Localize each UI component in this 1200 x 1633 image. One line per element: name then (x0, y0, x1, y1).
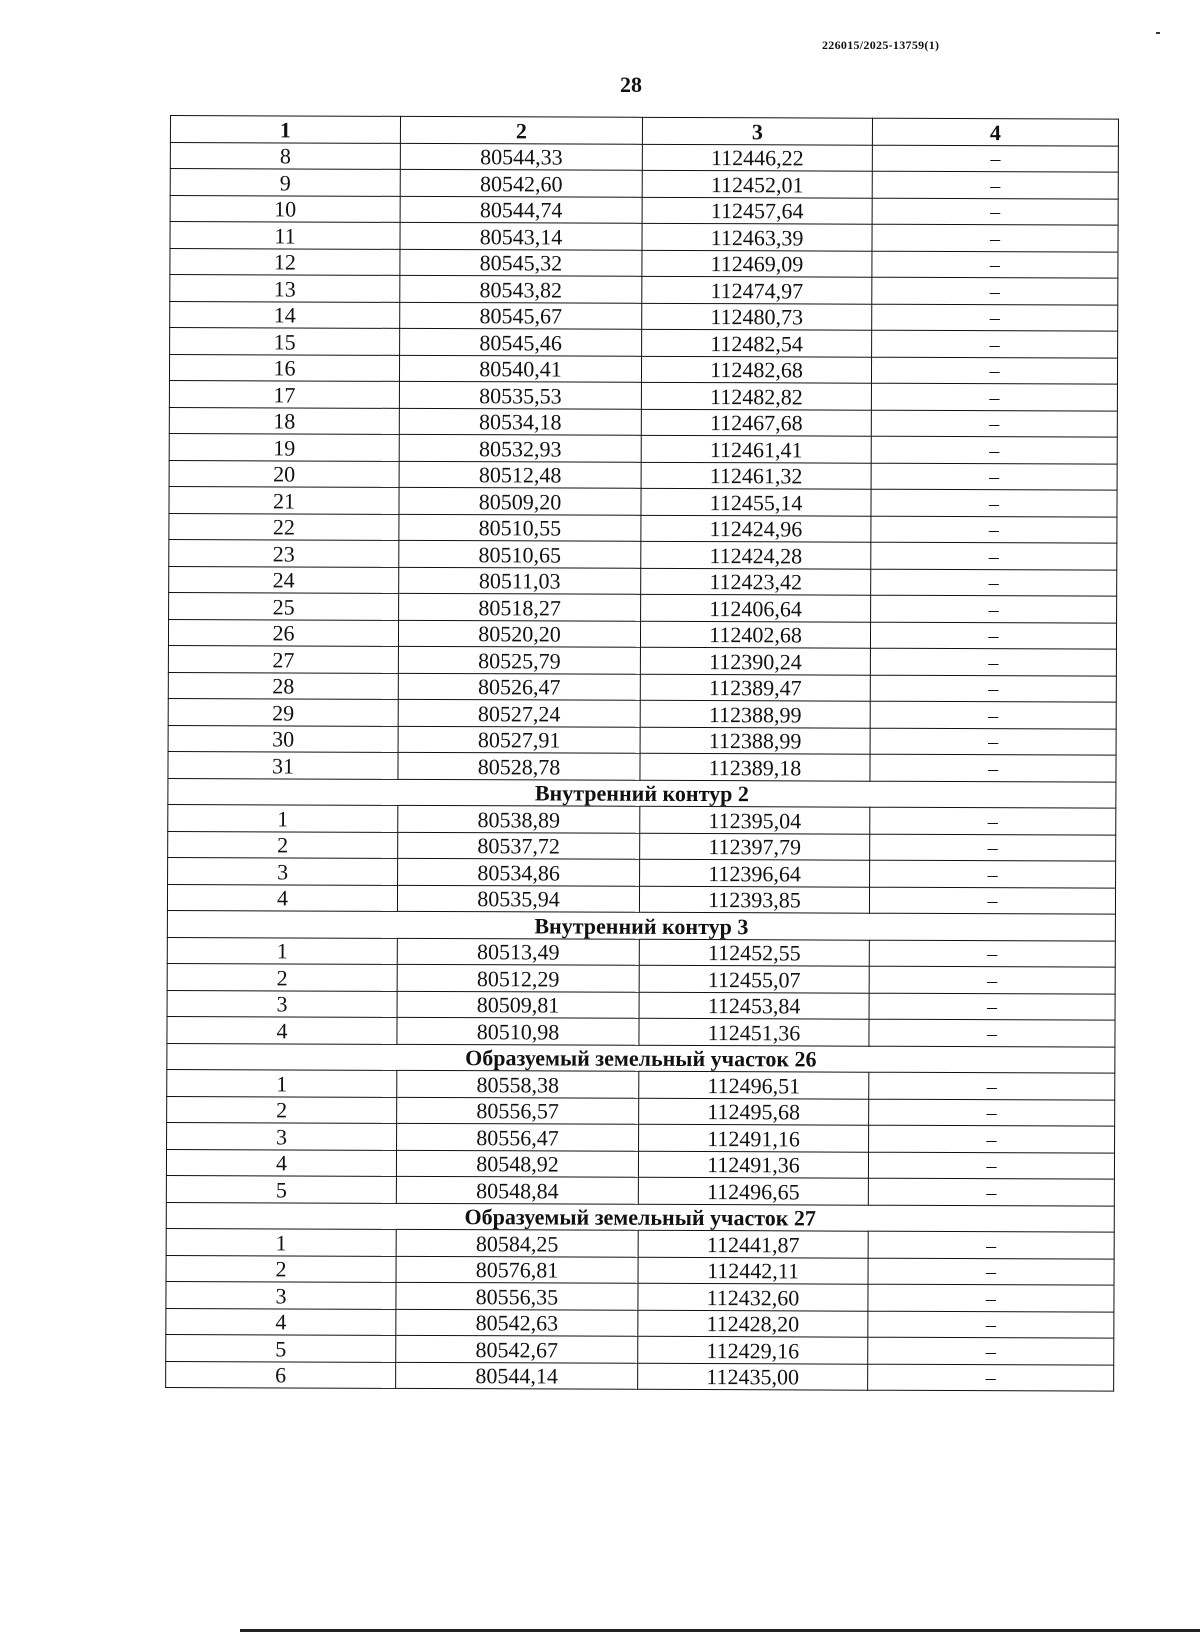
column-header: 2 (400, 116, 642, 143)
point-number-cell: 12 (170, 248, 400, 275)
y-coordinate-cell: 112424,96 (641, 515, 871, 542)
y-coordinate-cell: 112441,87 (638, 1230, 868, 1257)
note-cell: – (871, 410, 1117, 437)
note-cell: – (870, 754, 1116, 781)
table-row (169, 592, 1117, 622)
y-coordinate-cell: 112496,65 (638, 1177, 868, 1204)
x-coordinate-cell: 80535,53 (399, 381, 641, 408)
x-coordinate-cell: 80548,84 (396, 1176, 638, 1203)
document-number: 226015/2025-13759(1) (822, 38, 940, 52)
table-row (166, 1281, 1114, 1311)
y-coordinate-cell: 112446,22 (642, 144, 872, 171)
table-row (168, 698, 1116, 728)
note-cell: – (869, 966, 1115, 993)
scan-edge-line (240, 1629, 1200, 1632)
x-coordinate-cell: 80544,33 (400, 143, 642, 170)
note-cell: – (871, 489, 1117, 516)
section-title-row (167, 910, 1115, 940)
x-coordinate-cell: 80545,67 (400, 302, 642, 329)
y-coordinate-cell: 112467,68 (641, 409, 871, 436)
point-number-cell: 4 (166, 1308, 396, 1335)
y-coordinate-cell: 112453,84 (639, 992, 869, 1019)
note-cell: – (870, 622, 1116, 649)
column-header: 1 (170, 116, 400, 143)
note-cell: – (871, 595, 1117, 622)
x-coordinate-cell: 80540,41 (399, 355, 641, 382)
note-cell: – (872, 171, 1118, 198)
point-number-cell: 18 (169, 407, 399, 434)
table-row (166, 1361, 1114, 1391)
section-title-row (168, 778, 1116, 808)
note-cell: – (871, 463, 1117, 490)
point-number-cell: 27 (168, 645, 398, 672)
x-coordinate-cell: 80520,20 (398, 620, 640, 647)
y-coordinate-cell: 112482,68 (641, 356, 871, 383)
note-cell: – (869, 887, 1115, 914)
point-number-cell: 13 (170, 275, 400, 302)
table-row (170, 142, 1118, 172)
x-coordinate-cell: 80527,24 (398, 699, 640, 726)
x-coordinate-cell: 80556,47 (397, 1123, 639, 1150)
table-row (166, 1334, 1114, 1364)
note-cell: – (869, 993, 1115, 1020)
y-coordinate-cell: 112463,39 (642, 223, 872, 250)
y-coordinate-cell: 112395,04 (640, 806, 870, 833)
x-coordinate-cell: 80511,03 (399, 567, 641, 594)
point-number-cell: 5 (166, 1334, 396, 1361)
point-number-cell: 3 (168, 857, 398, 884)
note-cell: – (869, 1125, 1115, 1152)
column-header: 3 (642, 117, 872, 144)
x-coordinate-cell: 80558,38 (397, 1070, 639, 1097)
note-cell: – (868, 1231, 1114, 1258)
x-coordinate-cell: 80509,81 (397, 991, 639, 1018)
table-row (169, 460, 1117, 490)
y-coordinate-cell: 112435,00 (638, 1363, 868, 1390)
note-cell: – (868, 1152, 1114, 1179)
point-number-cell: 24 (169, 566, 399, 593)
point-number-cell: 4 (167, 884, 397, 911)
x-coordinate-cell: 80543,14 (400, 222, 642, 249)
section-title: Внутренний контур 2 (168, 778, 1116, 808)
x-coordinate-cell: 80528,78 (398, 752, 640, 779)
y-coordinate-cell: 112474,97 (642, 276, 872, 303)
x-coordinate-cell: 80509,20 (399, 487, 641, 514)
x-coordinate-cell: 80513,49 (397, 938, 639, 965)
x-coordinate-cell: 80543,82 (400, 275, 642, 302)
point-number-cell: 17 (169, 380, 399, 407)
x-coordinate-cell: 80538,89 (398, 805, 640, 832)
note-cell: – (870, 701, 1116, 728)
x-coordinate-cell: 80512,48 (399, 461, 641, 488)
x-coordinate-cell: 80545,46 (400, 328, 642, 355)
y-coordinate-cell: 112461,41 (641, 435, 871, 462)
point-number-cell: 3 (167, 990, 397, 1017)
point-number-cell: 2 (167, 1096, 397, 1123)
table-row (166, 1149, 1114, 1179)
note-cell: – (870, 648, 1116, 675)
x-coordinate-cell: 80556,35 (396, 1282, 638, 1309)
point-number-cell: 30 (168, 725, 398, 752)
x-coordinate-cell: 80526,47 (398, 673, 640, 700)
y-coordinate-cell: 112451,36 (639, 1018, 869, 1045)
y-coordinate-cell: 112442,11 (638, 1257, 868, 1284)
table-row (169, 566, 1117, 596)
table-row (169, 380, 1117, 410)
y-coordinate-cell: 112428,20 (638, 1310, 868, 1337)
table-row (167, 1122, 1115, 1152)
note-cell: – (868, 1337, 1114, 1364)
y-coordinate-cell: 112429,16 (638, 1336, 868, 1363)
x-coordinate-cell: 80542,67 (396, 1335, 638, 1362)
point-number-cell: 25 (169, 592, 399, 619)
note-cell: – (869, 1019, 1115, 1046)
point-number-cell: 16 (169, 354, 399, 381)
point-number-cell: 5 (166, 1175, 396, 1202)
table-row (167, 884, 1115, 914)
point-number-cell: 4 (166, 1149, 396, 1176)
y-coordinate-cell: 112491,16 (639, 1124, 869, 1151)
y-coordinate-cell: 112397,79 (640, 833, 870, 860)
point-number-cell: 1 (168, 804, 398, 831)
table-body (166, 142, 1119, 1391)
table-row (166, 1255, 1114, 1285)
y-coordinate-cell: 112393,85 (639, 886, 869, 913)
note-cell: – (871, 542, 1117, 569)
x-coordinate-cell: 80542,63 (396, 1309, 638, 1336)
x-coordinate-cell: 80545,32 (400, 249, 642, 276)
point-number-cell: 11 (170, 222, 400, 249)
y-coordinate-cell: 112424,28 (641, 541, 871, 568)
x-coordinate-cell: 80544,74 (400, 196, 642, 223)
y-coordinate-cell: 112402,68 (640, 621, 870, 648)
x-coordinate-cell: 80510,98 (397, 1017, 639, 1044)
y-coordinate-cell: 112491,36 (638, 1151, 868, 1178)
point-number-cell: 6 (166, 1361, 396, 1388)
point-number-cell: 3 (166, 1281, 396, 1308)
table-header-row (170, 116, 1118, 146)
point-number-cell: 8 (170, 142, 400, 169)
y-coordinate-cell: 112406,64 (641, 594, 871, 621)
point-number-cell: 14 (170, 301, 400, 328)
column-header: 4 (872, 118, 1118, 145)
table-row (168, 857, 1116, 887)
y-coordinate-cell: 112452,55 (639, 939, 869, 966)
note-cell: – (872, 330, 1118, 357)
note-cell: – (869, 1099, 1115, 1126)
table-row (167, 990, 1115, 1020)
note-cell: – (872, 224, 1118, 251)
note-cell: – (871, 383, 1117, 410)
y-coordinate-cell: 112455,14 (641, 488, 871, 515)
note-cell: – (871, 436, 1117, 463)
x-coordinate-cell: 80518,27 (399, 593, 641, 620)
x-coordinate-cell: 80512,29 (397, 964, 639, 991)
point-number-cell: 19 (169, 433, 399, 460)
x-coordinate-cell: 80527,91 (398, 726, 640, 753)
y-coordinate-cell: 112388,99 (640, 700, 870, 727)
y-coordinate-cell: 112388,99 (640, 727, 870, 754)
y-coordinate-cell: 112496,51 (639, 1071, 869, 1098)
y-coordinate-cell: 112452,01 (642, 170, 872, 197)
note-cell: – (870, 834, 1116, 861)
table-row (169, 354, 1117, 384)
x-coordinate-cell: 80537,72 (398, 832, 640, 859)
table-row (168, 645, 1116, 675)
note-cell: – (870, 728, 1116, 755)
table-row (169, 539, 1117, 569)
y-coordinate-cell: 112432,60 (638, 1283, 868, 1310)
section-title-row (167, 1043, 1115, 1073)
note-cell: – (872, 251, 1118, 278)
y-coordinate-cell: 112482,82 (641, 382, 871, 409)
x-coordinate-cell: 80535,94 (397, 885, 639, 912)
table-row (167, 1069, 1115, 1099)
point-number-cell: 2 (167, 963, 397, 990)
table-row (167, 937, 1115, 967)
note-cell: – (869, 940, 1115, 967)
table-row (170, 275, 1118, 305)
y-coordinate-cell: 112423,42 (641, 568, 871, 595)
table-row (169, 433, 1117, 463)
table-row (168, 831, 1116, 861)
section-title: Образуемый земельный участок 27 (166, 1202, 1114, 1232)
table-row (166, 1228, 1114, 1258)
y-coordinate-cell: 112457,64 (642, 197, 872, 224)
note-cell: – (872, 145, 1118, 172)
table-row (169, 513, 1117, 543)
x-coordinate-cell: 80532,93 (399, 434, 641, 461)
y-coordinate-cell: 112461,32 (641, 462, 871, 489)
y-coordinate-cell: 112495,68 (639, 1098, 869, 1125)
x-coordinate-cell: 80534,18 (399, 408, 641, 435)
x-coordinate-cell: 80510,55 (399, 514, 641, 541)
y-coordinate-cell: 112389,47 (640, 674, 870, 701)
point-number-cell: 28 (168, 672, 398, 699)
table-row (170, 248, 1118, 278)
point-number-cell: 2 (166, 1255, 396, 1282)
note-cell: – (868, 1364, 1114, 1391)
x-coordinate-cell: 80525,79 (398, 646, 640, 673)
point-number-cell: 15 (170, 328, 400, 355)
table-row (167, 1096, 1115, 1126)
point-number-cell: 1 (167, 937, 397, 964)
page-number: 28 (620, 72, 642, 97)
point-number-cell: 9 (170, 169, 400, 196)
y-coordinate-cell: 112455,07 (639, 965, 869, 992)
x-coordinate-cell: 80556,57 (397, 1097, 639, 1124)
point-number-cell: 22 (169, 513, 399, 540)
table-row (167, 963, 1115, 993)
scan-mark (1156, 32, 1160, 34)
note-cell: – (871, 569, 1117, 596)
table-row (170, 169, 1118, 199)
y-coordinate-cell: 112469,09 (642, 250, 872, 277)
note-cell: – (871, 516, 1117, 543)
y-coordinate-cell: 112480,73 (642, 303, 872, 330)
table-row (166, 1175, 1114, 1205)
point-number-cell: 10 (170, 195, 400, 222)
x-coordinate-cell: 80510,65 (399, 540, 641, 567)
section-title: Образуемый земельный участок 26 (167, 1043, 1115, 1073)
note-cell: – (869, 1072, 1115, 1099)
table-row (169, 486, 1117, 516)
note-cell: – (872, 277, 1118, 304)
note-cell: – (868, 1284, 1114, 1311)
note-cell: – (871, 357, 1117, 384)
y-coordinate-cell: 112482,54 (642, 329, 872, 356)
note-cell: – (870, 860, 1116, 887)
table-row (168, 619, 1116, 649)
note-cell: – (872, 198, 1118, 225)
y-coordinate-cell: 112389,18 (640, 753, 870, 780)
x-coordinate-cell: 80576,81 (396, 1256, 638, 1283)
note-cell: – (868, 1258, 1114, 1285)
table-row (168, 672, 1116, 702)
table-row (167, 1016, 1115, 1046)
note-cell: – (868, 1178, 1114, 1205)
table-row (169, 407, 1117, 437)
table-row (168, 751, 1116, 781)
point-number-cell: 2 (168, 831, 398, 858)
section-title-row (166, 1202, 1114, 1232)
point-number-cell: 20 (169, 460, 399, 487)
point-number-cell: 26 (168, 619, 398, 646)
section-title: Внутренний контур 3 (167, 910, 1115, 940)
point-number-cell: 31 (168, 751, 398, 778)
note-cell: – (870, 675, 1116, 702)
note-cell: – (872, 304, 1118, 331)
x-coordinate-cell: 80584,25 (396, 1229, 638, 1256)
coordinates-table (165, 115, 1119, 1392)
x-coordinate-cell: 80548,92 (396, 1150, 638, 1177)
table-row (170, 195, 1118, 225)
x-coordinate-cell: 80534,86 (398, 858, 640, 885)
point-number-cell: 1 (166, 1228, 396, 1255)
table-row (170, 301, 1118, 331)
y-coordinate-cell: 112396,64 (640, 859, 870, 886)
point-number-cell: 23 (169, 539, 399, 566)
point-number-cell: 21 (169, 486, 399, 513)
x-coordinate-cell: 80542,60 (400, 169, 642, 196)
table-row (168, 804, 1116, 834)
table-row (170, 328, 1118, 358)
table-row (170, 222, 1118, 252)
point-number-cell: 1 (167, 1069, 397, 1096)
note-cell: – (868, 1311, 1114, 1338)
point-number-cell: 3 (167, 1122, 397, 1149)
table-row (168, 725, 1116, 755)
table-row (166, 1308, 1114, 1338)
x-coordinate-cell: 80544,14 (396, 1362, 638, 1389)
point-number-cell: 4 (167, 1016, 397, 1043)
note-cell: – (870, 807, 1116, 834)
y-coordinate-cell: 112390,24 (640, 647, 870, 674)
point-number-cell: 29 (168, 698, 398, 725)
